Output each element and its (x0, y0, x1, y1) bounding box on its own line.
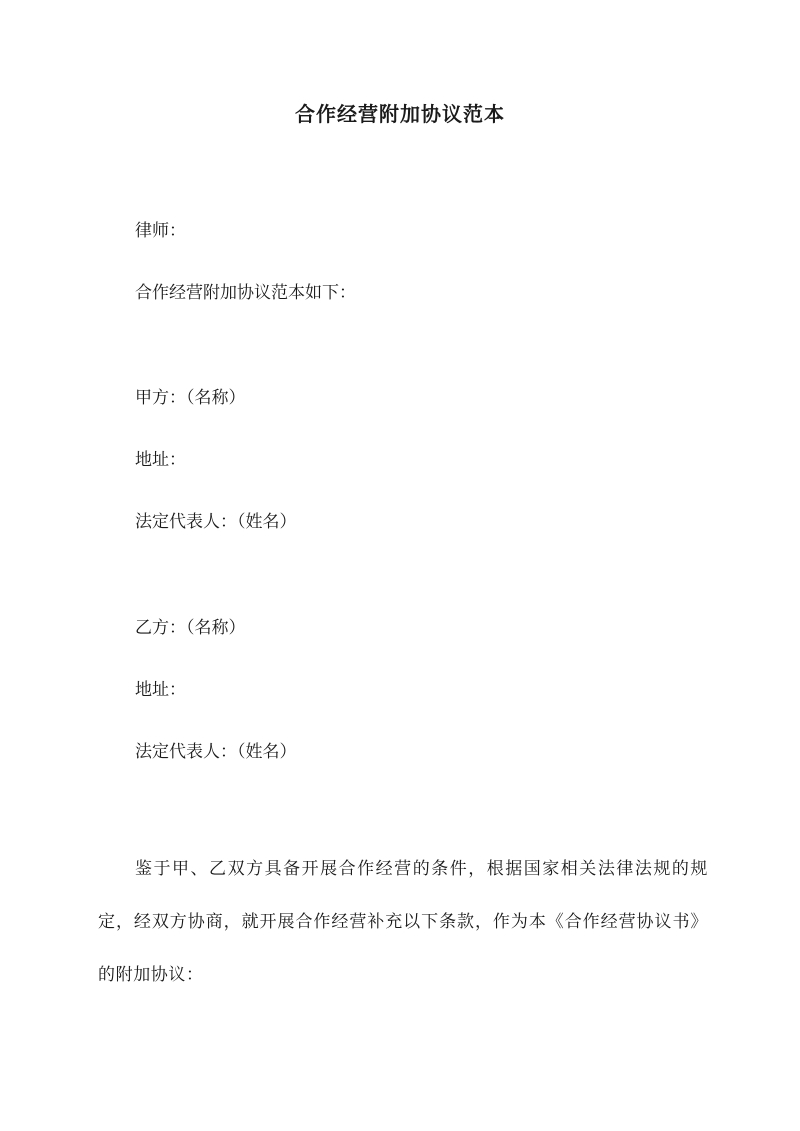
party-b-representative: 法定代表人：（姓名） (135, 742, 297, 762)
body-paragraph: 鉴于甲、乙双方具备开展合作经营的条件，根据国家相关法律法规的规定，经双方协商，就开展合作经营补充以下条款，作为本《合作经营协议书》的附加协议： (98, 859, 708, 985)
lawyer-label: 律师： (135, 221, 186, 241)
party-a-name: 甲方：（名称） (135, 388, 246, 408)
intro-line: 合作经营附加协议范本如下： (135, 283, 356, 303)
party-a-address: 地址： (135, 450, 186, 470)
party-b-name: 乙方：（名称） (135, 618, 246, 638)
document-title: 合作经营附加协议范本 (295, 102, 505, 126)
party-b-address: 地址： (135, 680, 186, 700)
party-a-representative: 法定代表人：（姓名） (135, 512, 297, 532)
